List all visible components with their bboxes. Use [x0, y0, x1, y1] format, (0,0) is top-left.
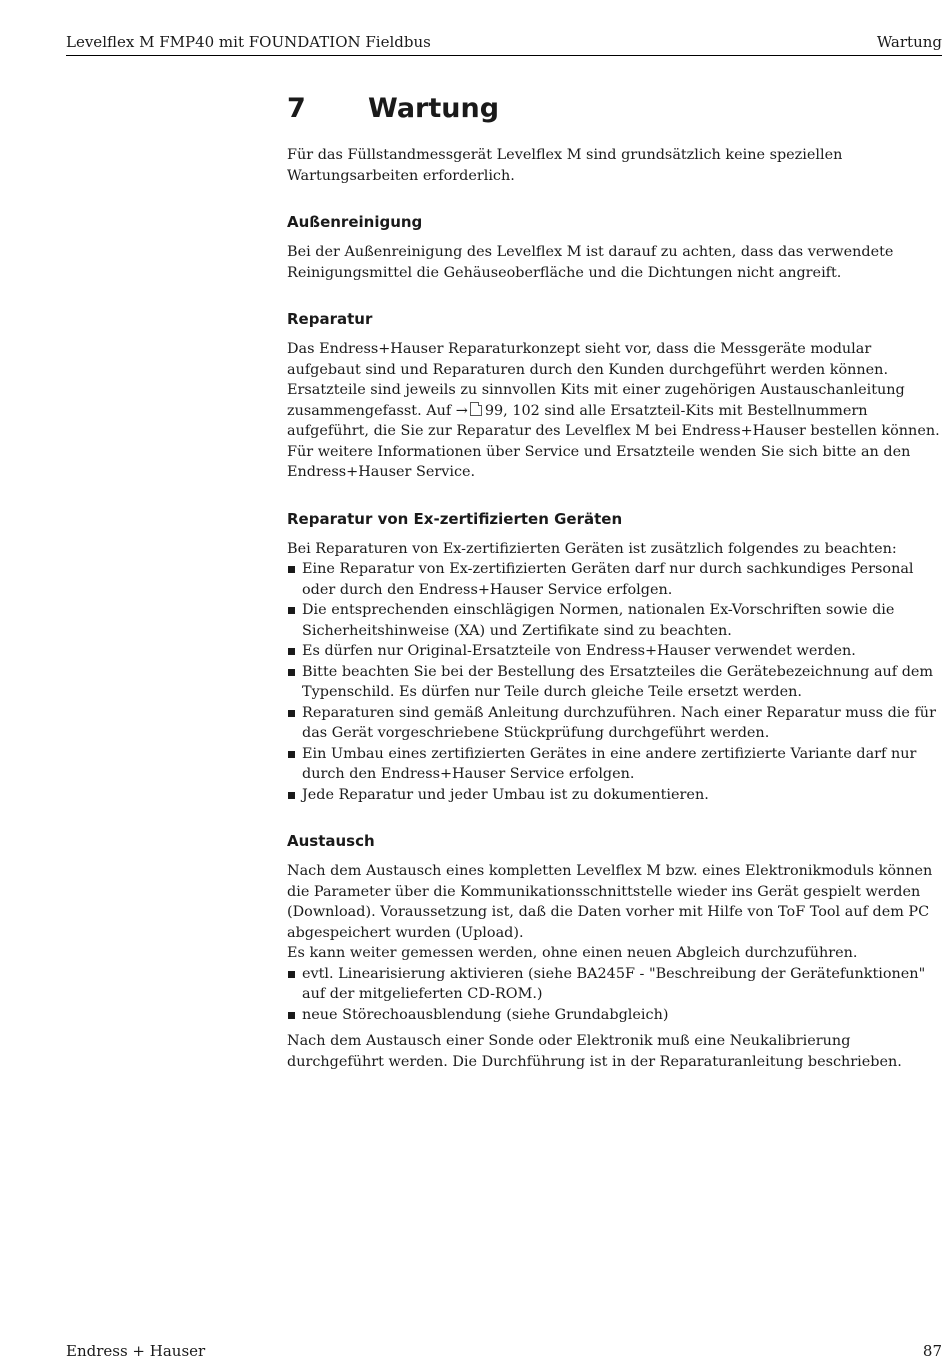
- section-text: Es kann weiter gemessen werden, ohne einen neuen Abgleich durchzuführen.: [287, 945, 858, 961]
- list-item: [287, 641, 942, 662]
- page-reference-link[interactable]: 99, 102: [484, 402, 540, 419]
- page-reference-icon: [470, 402, 482, 416]
- bullet-icon: [288, 971, 295, 978]
- bullet-icon: [288, 792, 295, 799]
- header-document-title: Levelflex M FMP40 mit FOUNDATION Fieldbus: [66, 33, 431, 51]
- bullet-list: [287, 964, 942, 1026]
- page-number: 87: [922, 1342, 942, 1360]
- main-content: [287, 93, 942, 1072]
- chapter-heading: [287, 93, 942, 135]
- list-item-text: Bitte beachten Sie bei der Bestellung des Ersatzteiles die Gerätebezeichnung auf dem Typenschild. Es dürfen nur Teile durch gleiche Teile ersetzt werden.: [302, 663, 934, 700]
- bullet-icon: [288, 669, 295, 676]
- list-item: [287, 662, 942, 703]
- section-heading: Reparatur von Ex-zertifizierten Geräten: [287, 509, 623, 528]
- list-item: [287, 744, 942, 785]
- chapter-intro: Für das Füllstandmessgerät Levelflex M sind grundsätzlich keine speziellen Wartungsarbeiten erforderlich.: [287, 147, 843, 184]
- bullet-icon: [288, 566, 295, 573]
- section-heading: Reparatur: [287, 310, 373, 328]
- list-item-text: Jede Reparatur und jeder Umbau ist zu dokumentieren.: [302, 786, 709, 803]
- header-section-title: Wartung: [876, 33, 942, 51]
- list-item-text: Es dürfen nur Original-Ersatzteile von Endress+Hauser verwendet werden.: [302, 643, 856, 659]
- text-before-reference: Das Endress+Hauser Reparaturkonzept sieht vor, dass die Messgeräte modular aufgebaut sind und Reparaturen durch den Kunden durchgeführt werden können. Ersatzteile sind jeweils zu sinnvollen Kits mit einer zugehörigen Austauschanleitung zusammengefasst. Auf →: [287, 341, 905, 419]
- page-header: [66, 31, 942, 56]
- list-item-text: Die entsprechenden einschlägigen Normen, nationalen Ex-Vorschriften sowie die Sicherheitshinweise (XA) und Zertifikate sind zu beachten.: [302, 602, 895, 639]
- chapter-title: Wartung: [368, 93, 500, 124]
- section-intro: Bei Reparaturen von Ex-zertifizierten Geräten ist zusätzlich folgendes zu beachten:: [287, 540, 897, 557]
- bullet-icon: [288, 710, 295, 717]
- section-text: [287, 339, 942, 483]
- list-item: [287, 785, 942, 806]
- section-reparatur: [287, 309, 942, 483]
- list-item-text: evtl. Linearisierung aktivieren (siehe BA245F - "Beschreibung der Gerätefunktionen" auf der mitgelieferten CD-ROM.): [302, 965, 926, 1002]
- list-item: [287, 703, 942, 744]
- section-reparatur-ex: [287, 509, 942, 806]
- section-heading: Außenreinigung: [287, 213, 423, 231]
- list-item: [287, 600, 942, 641]
- section-austausch: [287, 831, 942, 1072]
- bullet-list: [287, 559, 942, 805]
- footer-company: Endress + Hauser: [66, 1342, 206, 1360]
- section-heading: Austausch: [287, 832, 375, 850]
- list-item-text: Eine Reparatur von Ex-zertifizierten Geräten darf nur durch sachkundiges Personal oder durch den Endress+Hauser Service erfolgen.: [302, 561, 914, 598]
- list-item-text: Reparaturen sind gemäß Anleitung durchzuführen. Nach einer Reparatur muss die für das Gerät vorgeschriebene Stückprüfung durchgeführt werden.: [302, 704, 936, 741]
- section-text: Nach dem Austausch einer Sonde oder Elektronik muß eine Neukalibrierung durchgeführt werden. Die Durchführung ist in der Reparaturanleitung beschrieben.: [287, 1033, 902, 1070]
- section-text: Bei der Außenreinigung des Levelflex M ist darauf zu achten, dass das verwendete Reinigungsmittel die Gehäuseoberfläche und die Dichtungen nicht angreift.: [287, 244, 894, 281]
- bullet-icon: [288, 751, 295, 758]
- list-item-text: neue Störechoausblendung (siehe Grundabgleich): [302, 1006, 669, 1023]
- list-item: [287, 964, 942, 1005]
- bullet-icon: [288, 607, 295, 614]
- bullet-icon: [288, 648, 295, 655]
- list-item-text: Ein Umbau eines zertifizierten Gerätes in eine andere zertifizierte Variante darf nur durch den Endress+Hauser Service erfolgen.: [302, 745, 917, 782]
- section-aussenreinigung: [287, 212, 942, 283]
- list-item: [287, 1005, 942, 1026]
- chapter-number: 7: [287, 93, 306, 124]
- bullet-icon: [288, 1012, 295, 1019]
- list-item: [287, 559, 942, 600]
- section-text: Nach dem Austausch eines kompletten Levelflex M bzw. eines Elektronikmoduls können die Parameter über die Kommunikationsschnittstelle wieder ins Gerät gespielt werden (Download). Voraussetzung ist, daß die Daten vorher mit Hilfe von ToF Tool auf dem PC abgespeichert wurden (Upload).: [287, 863, 933, 941]
- text-after-reference: sind alle Ersatzteil-Kits mit Bestellnummern aufgeführt, die Sie zur Reparatur des Levelflex M bei Endress+Hauser bestellen können. Für weitere Informationen über Service und Ersatzteile wenden Sie sich bitte an den Endress+Hauser Service.: [287, 402, 940, 480]
